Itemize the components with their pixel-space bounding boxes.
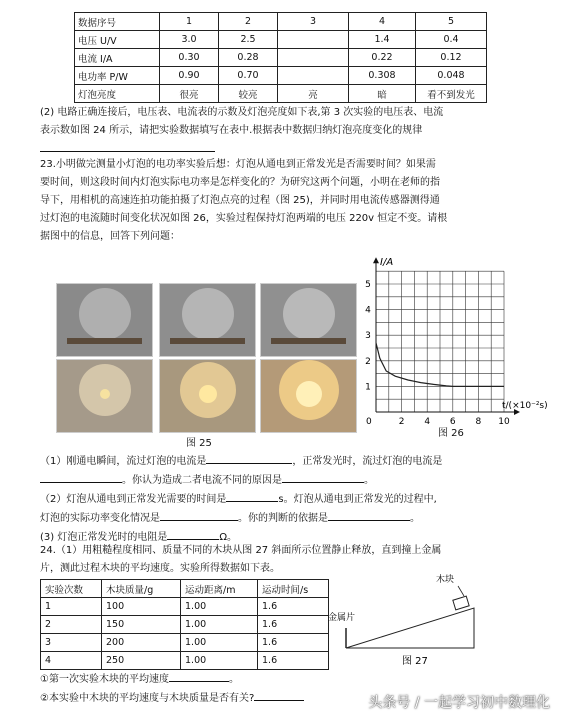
table-cell: 2.5	[219, 31, 278, 49]
figure-27-incline	[326, 570, 536, 670]
x-tick-label: 2	[398, 417, 405, 427]
table-cell	[278, 49, 349, 67]
table-cell: 1.00	[181, 616, 258, 634]
table-cell: 150	[102, 616, 181, 634]
text-line: 据图中的信息，回答下列问题：	[40, 231, 180, 242]
table-row	[75, 49, 487, 67]
answer-blank[interactable]	[167, 528, 219, 540]
table-row	[41, 652, 329, 670]
text-line: 。你认为造成二者电流不同的原因是 。	[40, 471, 530, 490]
y-tick-label: 4	[365, 305, 371, 316]
table-cell: 1.6	[258, 634, 329, 652]
y-tick-label: 3	[365, 331, 371, 342]
bulb-photo-1	[56, 283, 153, 357]
table-row	[41, 616, 329, 634]
answer-blank[interactable]	[206, 452, 292, 464]
table-cell: 运动时间/s	[258, 580, 329, 598]
bulb-photo-4	[56, 359, 153, 433]
table-cell: 较亮	[219, 85, 278, 103]
figure-27-caption: 图 27	[402, 656, 428, 667]
table-cell: 1	[160, 13, 219, 31]
x-axis-label: t/(×10⁻²s)	[502, 401, 548, 411]
x-tick-label: 6	[449, 417, 456, 427]
table-cell: 看不到发光	[416, 85, 487, 103]
table-cell: 0.12	[416, 49, 487, 67]
text-line: 片，测此过程木块的平均速度。实验所得数据如下表。	[40, 563, 280, 574]
bulb-photo-5	[159, 359, 256, 433]
text-line: （1）刚通电瞬间，流过灯泡的电流是 ，正常发光时，流过灯泡的电流是	[40, 452, 530, 471]
y-tick-label: 2	[365, 356, 371, 367]
table-cell: 0.30	[160, 49, 219, 67]
table-cell: 100	[102, 598, 181, 616]
figure-26-chart	[360, 238, 560, 438]
table-cell: 2	[41, 616, 102, 634]
table-row	[41, 580, 329, 598]
bulb-photo-2	[159, 283, 256, 357]
table-cell: 1.00	[181, 598, 258, 616]
table-cell: 很亮	[160, 85, 219, 103]
table-cell: 200	[102, 634, 181, 652]
answer-blank[interactable]	[169, 670, 229, 682]
table-row	[41, 598, 329, 616]
question-22-part-2	[40, 104, 530, 159]
x-tick-label: 8	[475, 417, 482, 427]
table-cell: 0.90	[160, 67, 219, 85]
text-line: (3) 灯泡正常发光时的电阻是 Ω。	[40, 528, 530, 547]
metal-plate-label: 金属片	[328, 613, 356, 623]
y-tick-label: 1	[365, 382, 371, 393]
table-cell: 4	[41, 652, 102, 670]
table-cell: 1.6	[258, 598, 329, 616]
text-line: ②本实验中木块的平均速度与木块质量是否有关?	[40, 689, 530, 708]
table-cell: 4	[349, 13, 416, 31]
answer-blank[interactable]	[226, 490, 278, 502]
table-cell: 电压 U/V	[75, 31, 160, 49]
text-line: （2）灯泡从通电到正常发光需要的时间是 s。灯泡从通电到正常发光的过程中,	[40, 490, 530, 509]
y-axis-label: I/A	[380, 257, 394, 269]
data-table-2	[40, 579, 329, 670]
text-line: 24.（1）用粗糙程度相同、质量不同的木块从图 27 斜面所示位置静止释放，直到撞上金属	[40, 545, 442, 556]
text-line: 灯泡的实际功率变化情况是 。你的判断的依据是 。	[40, 509, 530, 528]
wood-block	[453, 596, 469, 610]
answer-blank[interactable]	[282, 471, 364, 483]
table-cell: 0.048	[416, 67, 487, 85]
table-cell	[278, 67, 349, 85]
table-row	[75, 13, 487, 31]
data-table-1	[74, 12, 487, 103]
table-row	[41, 634, 329, 652]
answer-blank[interactable]	[328, 509, 410, 521]
table-cell: 1	[41, 598, 102, 616]
table-row	[75, 31, 487, 49]
table-cell: 1.4	[349, 31, 416, 49]
y-axis-arrow	[373, 257, 379, 263]
table-cell: 3	[278, 13, 349, 31]
table-cell: 暗	[349, 85, 416, 103]
answer-blank[interactable]	[254, 689, 304, 701]
table-cell: 0.28	[219, 49, 278, 67]
table-cell: 1.00	[181, 634, 258, 652]
text-line: 过灯泡的电流随时间变化状况如图 26，实验过程保持灯泡两端的电压 220v 恒定不变。请根	[40, 213, 448, 224]
table-cell: 5	[416, 13, 487, 31]
watermark: 头条号 / 一起学习初中数理化	[368, 695, 550, 711]
text-line: ①第一次实验木块的平均速度 。	[40, 670, 530, 689]
origin-label: 0	[366, 417, 372, 427]
table-cell: 1.6	[258, 616, 329, 634]
bulb-photo-3	[260, 283, 357, 357]
table-cell: 0.4	[416, 31, 487, 49]
text-line: 表示数如图 24 所示，请把实验数据填写在表中.根据表中数据归纳灯泡亮度变化的规律	[40, 125, 423, 136]
table-cell: 亮	[278, 85, 349, 103]
x-tick-label: 4	[424, 417, 431, 427]
table-cell: 0.70	[219, 67, 278, 85]
chart-axes	[373, 257, 520, 415]
table-cell: 250	[102, 652, 181, 670]
table-cell: 电流 I/A	[75, 49, 160, 67]
text-line: 23.小明做完测量小灯泡的电功率实验后想：灯泡从通电到正常发光是否需要时间？如果需	[40, 159, 436, 170]
chart-tick-labels	[365, 280, 510, 427]
x-tick-label: 10	[498, 417, 510, 427]
table-cell: 3.0	[160, 31, 219, 49]
incline-ramp	[346, 608, 474, 648]
text-line: 要时间，则这段时间内灯泡实际电功率是怎样变化的？为研究这两个问题，小明在老师的指	[40, 177, 440, 188]
question-23-answers	[40, 452, 530, 547]
table-cell: 电功率 P/W	[75, 67, 160, 85]
table-cell: 1.00	[181, 652, 258, 670]
table-cell: 数据序号	[75, 13, 160, 31]
question-23-intro	[40, 156, 530, 246]
table-row	[75, 67, 487, 85]
answer-blank[interactable]	[40, 471, 122, 483]
table-cell: 3	[41, 634, 102, 652]
figure-26-caption: 图 26	[438, 428, 464, 439]
chart-grid	[376, 271, 504, 412]
table-cell: 2	[219, 13, 278, 31]
text-line: 导下，用相机的高速连拍功能拍摄了灯泡点亮的过程（图 25)，并同时用电流传感器测得通	[40, 195, 440, 206]
table-cell: 灯泡亮度	[75, 85, 160, 103]
block-label: 木块	[436, 575, 455, 585]
text-line: (2) 电路正确连接后，电压表、电流表的示数及灯泡亮度如下表,第 3 次实验的电压表、电流	[40, 107, 444, 118]
answer-blank[interactable]	[160, 509, 238, 521]
table-row	[75, 85, 487, 103]
table-cell: 运动距离/m	[181, 580, 258, 598]
bulb-photo-6	[260, 359, 357, 433]
table-cell: 实验次数	[41, 580, 102, 598]
table-cell: 1.6	[258, 652, 329, 670]
table-cell: 0.22	[349, 49, 416, 67]
table-cell: 0.308	[349, 67, 416, 85]
y-tick-label: 5	[365, 280, 371, 290]
table-cell: 木块质量/g	[102, 580, 181, 598]
table-cell	[278, 31, 349, 49]
figure-25-caption: 图 25	[186, 438, 212, 449]
